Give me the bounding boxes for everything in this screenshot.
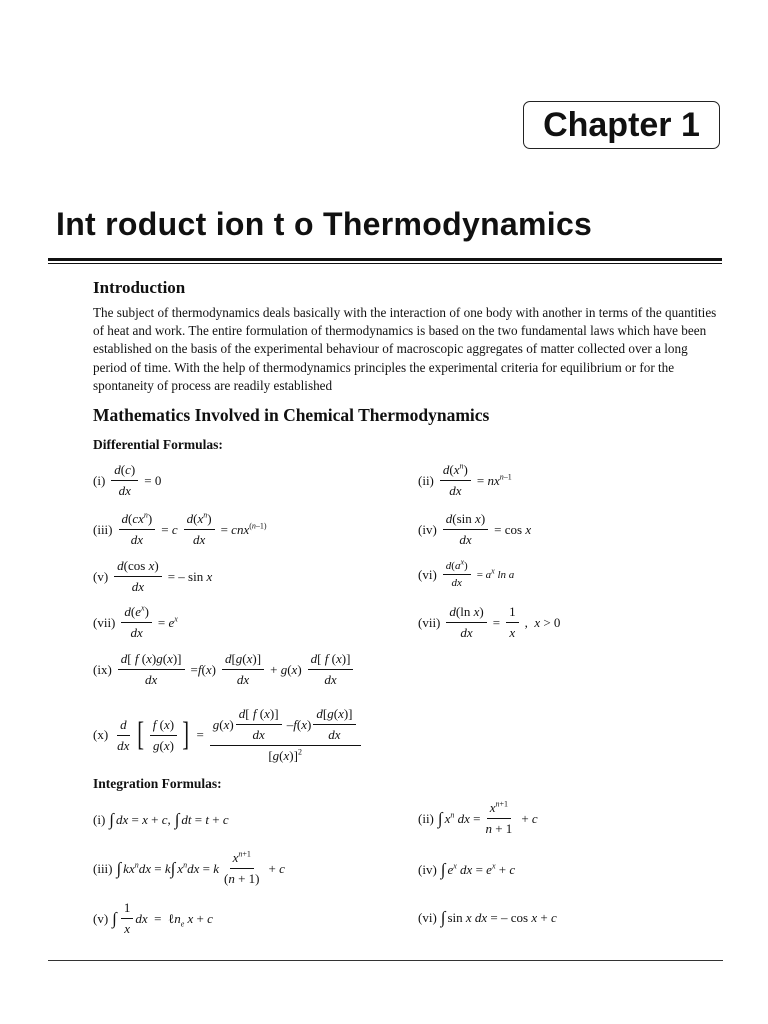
differential-formulas-heading: Differential Formulas: xyxy=(93,437,223,452)
formula-number: (iii) xyxy=(93,521,113,537)
introduction-paragraph: The subject of thermodynamics deals basically with the interaction of one body with another in terms of the quantities of heat and work. The entire formulation of thermodynamics is based on the two fundamental laws which have been established on the basis of the experimental behaviour of macroscopic aggregates of matter collected over a long period of time. With the help of thermodynamics principles the experimental criteria for equilibrium or for the spontaneity of process are readily established xyxy=(93,305,717,393)
formula-number: (iv) xyxy=(418,521,437,537)
formula-number: (x) xyxy=(93,727,109,742)
integ-formula-4: (iv) ∫ $e^x$ dx = $e^x + c$ xyxy=(418,860,516,879)
formula-number: (ix) xyxy=(93,661,112,677)
formula-number: (iii) xyxy=(93,860,113,876)
integ-formula-3: (iii) ∫ $kx^ndx = k$ ∫ $x^ndx = k$ $\frac{x^{n+1}}{(n + 1)}$ + c xyxy=(93,849,285,886)
integration-formulas-heading: Integration Formulas: xyxy=(93,776,222,791)
diff-formula-2: (ii) $\frac{d(x^n)}{dx}$ = $nx^{n-1}$ xyxy=(418,461,512,498)
formula-number: (vi) xyxy=(418,910,437,925)
diff-formula-3: (iii) $\frac{d(cx^n)}{dx}$ = c $\frac{d(x^n)}{dx}$ = cnx$^{(n-1)}$ xyxy=(93,510,267,547)
formula-number: (iv) xyxy=(418,862,437,877)
page-title: Int roduct ion t o Thermodynamics xyxy=(56,206,593,242)
introduction-heading: Introduction xyxy=(93,278,186,297)
formula-number: (vii) xyxy=(418,614,441,630)
formula-number: (vii) xyxy=(93,614,116,630)
diff-formula-6: (vi) $\frac{d(a^x)}{dx}$ = $a^x$ ln a xyxy=(418,557,515,589)
diff-formula-9: (ix) $\frac{d[ f (x)g(x)]}{dx}$ =f(x) $\frac{d[g(x)]}{dx}$ + g(x) $\frac{d[ f (x)]}{dx}$ xyxy=(93,651,355,688)
diff-formula-4: (iv) $\frac{\text{d(sin x)}}{dx}$ = cos x xyxy=(418,511,532,547)
formula-number: (i) xyxy=(93,812,106,827)
title-rule-thin xyxy=(48,263,722,264)
formula-number: (v) xyxy=(93,568,109,584)
diff-formula-1: (i) $\frac{d(c)}{dx}$ = 0 xyxy=(93,462,162,498)
integ-formula-2: (ii) ∫ $x^n$ dx = $\frac{x^{n+1}}{n + 1}$ + c xyxy=(418,799,538,836)
formula-number: (ii) xyxy=(418,472,434,488)
formula-number: (vi) xyxy=(418,566,437,582)
formula-number: (i) xyxy=(93,472,106,488)
footer-rule xyxy=(48,960,723,961)
diff-formula-7: (vii) $\frac{d(e^x)}{dx}$ = $e^x$ xyxy=(93,603,178,640)
title-rule-thick xyxy=(48,258,722,261)
diff-formula-10: (x) $\frac{d}{dx}$ [ $\frac{f (x)}{g(x)}$ ] = g ( x ) $\frac{d[ f (x)]}{dx}$ – f ( x ) $\frac{d[g(x)]}{dx}$ $[g(x)]^2$ xyxy=(93,706,363,764)
integ-formula-1: (i) ∫ dx = x + c, ∫ dt = t + c xyxy=(93,810,229,829)
integ-formula-6: (vi) ∫ sin x dx = – cos x + c xyxy=(418,908,557,927)
diff-formula-5: (v) $\frac{\text{d(cos x)}}{dx}$ = – sin x xyxy=(93,558,213,594)
formula-number: (ii) xyxy=(418,810,434,826)
formula-number: (v) xyxy=(93,910,109,926)
math-section-heading: Mathematics Involved in Chemical Thermodynamics xyxy=(93,405,490,425)
chapter-label: Chapter 1 xyxy=(523,101,720,149)
integ-formula-5: (v) ∫ $\frac{1}{x}$ dx = ℓn$_e$ x + c xyxy=(93,900,213,936)
diff-formula-8: (vii) $\frac{\text{d(ln x)}}{dx}$ = $\frac{1}{x}$ , x > 0 xyxy=(418,604,561,640)
